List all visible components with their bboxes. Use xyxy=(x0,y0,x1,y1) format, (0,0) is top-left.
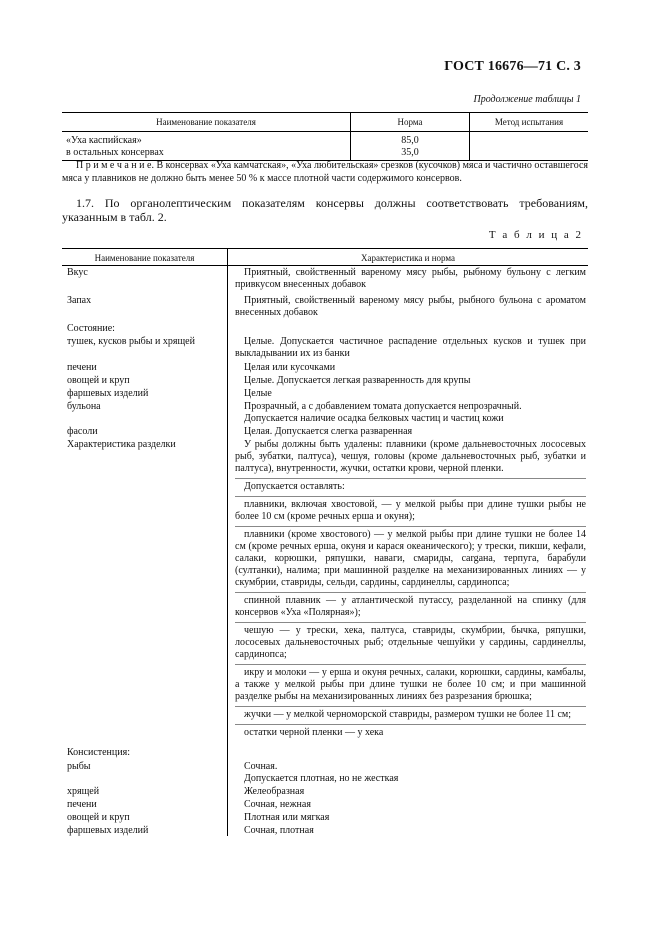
table2-cell-value: Целые. Допускается легкая разваренность для крупы xyxy=(244,375,471,386)
table2-cell-value: остатки черной пленки — у хека xyxy=(244,727,384,738)
table2-cell-value: чешую — у трески, хека, палтуса, ставриды, скумбрии, бычка, ряпушки, лососевых дальневосточных рыб; отдельные чешуйки у сардины, сардинеллы, сардинопса; xyxy=(235,625,586,660)
divider xyxy=(235,526,586,527)
divider xyxy=(235,622,586,623)
table1-cell-name: «Уха каспийская» xyxy=(66,135,142,146)
table2-cell-name: печени xyxy=(67,362,97,373)
table1-header-row xyxy=(62,113,588,132)
table2-cell-value: Плотная или мягкая xyxy=(244,812,330,823)
table2-cell-name: печени xyxy=(67,799,97,810)
table2-cell-value: Приятный, свойственный вареному мясу рыбы, рыбного бульона с ароматом внесенных добавок xyxy=(235,295,586,318)
table2-cell-value: Целая или кусочками xyxy=(244,362,336,373)
table-row xyxy=(62,295,588,319)
table-row xyxy=(62,362,588,374)
table1-continuation-label: Продолжение таблицы 1 xyxy=(473,94,581,105)
table-row xyxy=(62,812,588,824)
table2-caption: Т а б л и ц а 2 xyxy=(488,229,583,241)
table2-cell-value: У рыбы должны быть удалены: плавники (кроме дальневосточных лососевых рыб, зубатки, палтуса), чешуя, головы (кроме дальневосточных рыб, зубатки и палтуса), внутренности, жучки, остатки крови, черной пленки. xyxy=(235,439,586,474)
table2-cell-value: Допускается плотная, но не жесткая xyxy=(244,773,399,784)
table2-body xyxy=(62,266,588,837)
table2-cell-name: овощей и круп xyxy=(67,812,130,823)
table-row xyxy=(62,147,588,161)
table2-col-value: Характеристика и норма xyxy=(360,253,456,263)
table1-cell-method xyxy=(470,147,589,161)
table1-cell-norm: 85,0 xyxy=(351,132,470,148)
divider xyxy=(235,496,586,497)
table1-cell-name: в остальных консервах xyxy=(62,147,351,161)
table2-cell-value: Целые. Допускается частичное распадение отдельных кусков и тушек при выкладывании их из банки xyxy=(235,336,586,359)
table2-cell-name: Запах xyxy=(67,295,92,306)
divider xyxy=(235,664,586,665)
divider xyxy=(235,724,586,725)
table2-cell-name: фаршевых изделий xyxy=(67,825,149,836)
table2-cell-value: Прозрачный, а с добавлением томата допускается непрозрачный. xyxy=(244,401,522,412)
table2-cell-value: Допускается оставлять: xyxy=(244,481,345,492)
table2-cell-value: Целые xyxy=(244,388,272,399)
table-row xyxy=(62,761,588,785)
table1 xyxy=(62,112,588,161)
table-row xyxy=(62,323,588,335)
table1-col-norm: Норма xyxy=(351,113,470,132)
table2-cell-value: Сочная, нежная xyxy=(244,799,311,810)
table2-cell-value: плавники, включая хвостовой, — у мелкой рыбы при длине тушки рыбы не более 10 см (кроме речных ерша и окуня); xyxy=(235,499,586,522)
table-row xyxy=(62,825,588,837)
table-row xyxy=(62,336,588,360)
table2-cell-value: Сочная, плотная xyxy=(244,825,314,836)
table-row xyxy=(62,375,588,387)
table1-col-name: Наименование показателя xyxy=(62,113,351,132)
table2-cell-value: Желеобразная xyxy=(244,786,305,797)
table2-cell-name: рыбы xyxy=(67,761,91,772)
table-row xyxy=(62,388,588,400)
table2-cell-name: Консистенция: xyxy=(67,747,130,758)
table-row xyxy=(62,426,588,438)
table1-col-method: Метод испытания xyxy=(470,113,589,132)
table2-cell-name: Вкус xyxy=(67,267,88,278)
table2-cell-value: плавники (кроме хвостового) — у мелкой рыбы при длине тушки не более 14 см (кроме речных ерша, окуня и карася океанического); у трески, пикши, кефали, салаки, корюшки, ряпушки, наваги, смариды, сargана, терпуга, барабули (султанки), налима; при машинной разделке на механизированных линиях — у скумбрии, ставриды, сельди, сардины, сардинеллы, сардинопса; xyxy=(235,529,586,588)
table2-cell-name: овощей и круп xyxy=(67,375,130,386)
divider xyxy=(235,478,586,479)
table2-cell-name: Состояние: xyxy=(67,323,115,334)
table-row xyxy=(62,786,588,798)
table-row xyxy=(62,799,588,811)
table2-cell-name: Характеристика разделки xyxy=(67,439,176,450)
table1-note xyxy=(62,160,588,185)
divider xyxy=(235,592,586,593)
table-row xyxy=(62,132,588,148)
table-row xyxy=(62,439,588,739)
table2-cell-value: жучки — у мелкой черноморской ставриды, размером тушки не более 11 см; xyxy=(244,709,572,720)
table2-cell-value: икру и молоки — у ерша и окуня речных, салаки, корюшки, сардины, камбалы, а также у мелкой рыбы при длине тушки не более 10 см; и при машинной разделке рыбы на механизированных линиях без разрезания брюшка; xyxy=(235,667,586,702)
divider xyxy=(235,706,586,707)
table2-cell-value: Целая. Допускается слегка разваренная xyxy=(244,426,413,437)
table2-cell-name: фасоли xyxy=(67,426,98,437)
table1-cell-norm: 35,0 xyxy=(351,147,470,161)
note-text: В консервах «Уха камчатская», «Уха любительская» срезков (кусочков) мяса и частично оставшегося мяса у плавников не должно быть менее 50 % к массе плотной части содержимого консервов. xyxy=(62,160,589,184)
table2-cell-name: фаршевых изделий xyxy=(67,388,149,399)
table2-cell-value: Приятный, свойственный вареному мясу рыбы, рыбному бульону с легким привкусом внесенных добавок xyxy=(235,267,586,290)
table-row xyxy=(62,267,588,291)
table-row xyxy=(62,747,588,759)
table1-cell-method xyxy=(470,132,589,148)
note-label: П р и м е ч а н и е. xyxy=(76,160,154,171)
table2-col-name: Наименование показателя xyxy=(94,253,195,263)
section-1-7-paragraph: 1.7. По органолептическим показателям консервы должны соответствовать требованиям, указанным в табл. 2. xyxy=(62,196,588,224)
table2-cell-name: хрящей xyxy=(67,786,100,797)
table2-cell-value: спинной плавник — у атлантической путассу, разделанной на спинку (для консервов «Уха «Полярная»); xyxy=(235,595,586,618)
table2-cell-name: тушек, кусков рыбы и хрящей xyxy=(67,336,195,347)
page-header: ГОСТ 16676—71 С. 3 xyxy=(444,59,581,74)
table2-cell-value: Допускается наличие осадка белковых частиц и частиц кожи xyxy=(244,413,504,424)
table2-cell-value: Сочная. xyxy=(244,761,278,772)
table-row xyxy=(62,401,588,425)
table2-cell-name: бульона xyxy=(67,401,101,412)
